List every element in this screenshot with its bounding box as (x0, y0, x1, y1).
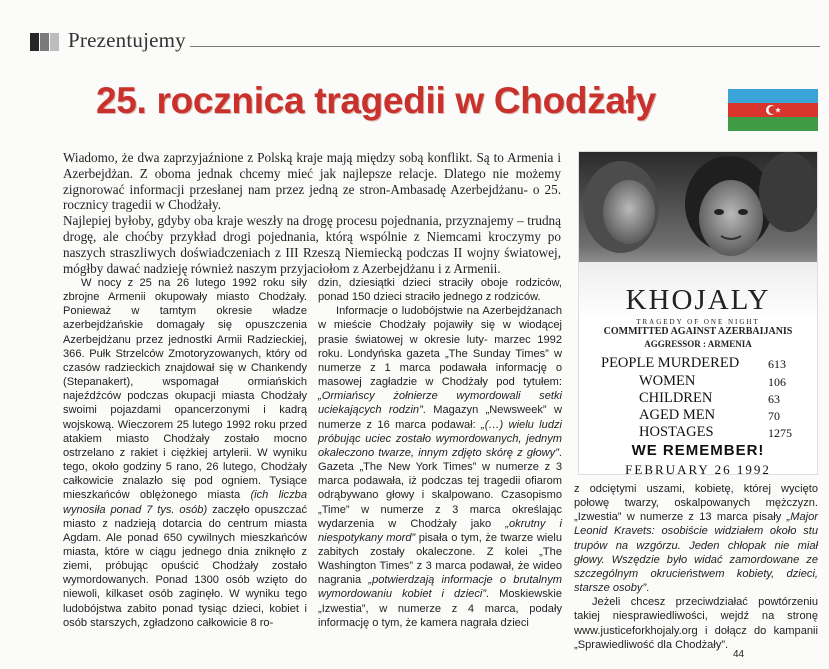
text-run: z odciętymi uszami, kobietę, której wycięto połowę twarzy, oskalpowanych mężczyzn. „Izwestia” w numerze z 13 marca pisały (574, 483, 818, 524)
text-run: zaczęło opuszczać miasto z nadzieją dotarcia do centrum miasta Agdam. Ale ponad 650 cywilnych mieszkańców miasta, które w ciągu jednego dnia zniknęło z ziemi, próbując opuścić Chodżały zostało wymordowanych. Ponad 1300 osób wzięto do niewoli, kilkaset osób zaginęło. W wyniku tego ludobójstwa zabito ponad tysiąc dzieci, kobiet i osób starszych, zgładzono całkowicie 8 ro- (63, 503, 307, 629)
column-3-paragraph-2: Jeżeli chcesz przeciwdziałać powtórzeniu takiej niesprawiedliwości, wejdź na stronę www.justiceforkhojaly.org i dołącz do kampanii „Sprawiedliwość dla Chodżały”. (574, 596, 818, 651)
article-column-2 (318, 276, 562, 630)
page-number: 44 (733, 649, 745, 660)
stat-value: 63 (768, 392, 780, 406)
poster-stat-row (639, 407, 780, 424)
section-marker-block-dark (30, 33, 39, 51)
text-run: W nocy z 25 na 26 lutego 1992 roku siły zbrojne Armenii okupowały miasto Chodżały. Ponieważ w tamtym okresie władze azerbejdżańskie domagały się opuszczenia Azerbejdżanu przez jednostki Armii Radzieckiej, 366. Pułk Strzelców Zmotoryzowanych, który od czasów radzieckich znajdował się w Chankendy (Stepanakert), wspomagał ormiańskich najeźdźców podczas okupacji miasta Chodżały swoimi pojazdami opancerzonymi i kadrą wojskową. Wieczorem 25 lutego 1992 roku przed atakiem miasto Chodżały zostało mocno ostrzelano z rakiet i ciężkiej artylerii. W wyniku tego, około godziny 5 rano, 26 lutego, Chodżały całkowicie znalazło się pod ogniem. Tysiące mieszkańców oblężonego miasta (63, 277, 307, 502)
article-lead (63, 150, 561, 276)
khojaly-poster (578, 151, 818, 475)
stat-value: 1275 (768, 426, 792, 440)
poster-stat-row (639, 390, 780, 407)
poster-stat-row (601, 355, 786, 372)
poster-subtitle: TRAGEDY OF ONE NIGHT (636, 318, 760, 326)
lead-paragraph-2: Najlepiej byłoby, gdyby oba kraje weszły na drogę procesu pojednania, przyznajemy – trudną drogę, ale choćby przykład drogi pojednania, którą wspólnie z Niemcami kroczymy po naszych straszliwych doświadczeniach z III Rzeszą Niemiecką podczas II wojny światowej, mógłby dawać nadzieję również naszym przyjaciołom z Azerbejdżanu i z Armenii. (63, 213, 561, 276)
flag-stripe-red (728, 103, 818, 117)
azerbaijan-flag-icon (728, 89, 818, 131)
poster-committed: COMMITTED AGAINST AZERBAIJANIS (603, 326, 793, 337)
stat-label: WOMEN (639, 373, 696, 389)
poster-remember: WE REMEMBER! (631, 442, 765, 459)
poster-stat-row (639, 373, 786, 390)
column-3-paragraph-1 (574, 482, 818, 595)
flag-stripe-blue (728, 89, 818, 103)
text-run-italic: „Ormiańscy żołnierze wymordowali setki uciekających rodzin” (318, 390, 562, 417)
stat-label: CHILDREN (639, 390, 713, 406)
poster-title: KHOJALY (625, 284, 771, 316)
column-1-paragraph (63, 276, 307, 630)
section-marker (30, 33, 62, 51)
text-run: . Gazeta „The New York Times” w numerze z 3 marca podawała, iż podczas tej tragedii ofiarom odrąbywano głowy i skalpowano. Czasopismo „Time” w numerze z 3 marca określając wydarzenia w Chodżały jako (318, 446, 562, 530)
text-run-italic: „okrutny i niespotykany mord” (318, 517, 562, 544)
stat-label: AGED MEN (639, 407, 716, 423)
text-run-italic: „potwierdzają informacje o brutalnym wymordowaniu kobiet i dzieci” (318, 574, 562, 601)
text-run-italic: (ich liczba wynosiła ponad 7 tys. osób) (63, 489, 307, 516)
stat-value: 70 (768, 409, 780, 423)
lead-paragraph-1: Wiadomo, że dwa zaprzyjaźnione z Polską kraje mają między sobą konflikt. Są to Armenia i Azerbejdżan. Z oboma jednak chcemy mieć jak najlepsze relacje. Dlatego nie możemy zignorować informacji przesłanej nam przez jedną ze stron-Ambasadę Azerbejdżanu- o 25. rocznicy tragedii w Chodżały. (63, 150, 561, 213)
text-run: Informacje o ludobójstwie na Azerbejdżanach w mieście Chodżały pojawiły się w wiodącej prasie światowej w okresie luty- marzec 1992 roku. Londyńska gazeta „The Sunday Times” w numerze z 1 marca podawała informację o masowej zagładzie w Chodżały pod tytułem: (318, 305, 562, 389)
text-run-italic: „(…) wielu ludzi próbując uciec zostało wymordowanych, jednym okaleczono twarze, innym zdjęto skórę z głowy” (318, 418, 562, 459)
text-run: pisała o tym, że twarze wielu zabitych zostały okaleczone. Z kolei „The Washington Times” z 3 marca podawał, że wideo nagrania (318, 531, 562, 587)
stat-value: 613 (768, 357, 786, 371)
section-label: Prezentujemy (68, 28, 186, 52)
text-run: . (646, 582, 650, 595)
flag-stripe-green (728, 117, 818, 131)
column-2-paragraph-2 (318, 304, 562, 630)
stat-label: HOSTAGES (639, 424, 714, 440)
poster-stat-row (639, 424, 792, 441)
article-column-1 (63, 276, 307, 630)
article-column-3 (574, 482, 818, 652)
text-run: . Magazyn „Newsweek” w numerze z 16 marca podawał: (318, 404, 562, 431)
crescent-star-icon (728, 103, 818, 117)
column-2-paragraph-1: dzin, dziesiątki dzieci straciły oboje rodziców, ponad 150 dzieci straciło jednego z rodziców. (318, 277, 562, 304)
text-run-italic: „Major Leonid Kravets: osobiście widziałem około stu trupów na wzgórzu. Jeden chłopak nie miał głowy. Wszędzie było widać zamordowane ze szczególnym okrucieństwem kobiety, dzieci, starsze osoby” (574, 511, 818, 595)
article-title: 25. rocznica tragedii w Chodżały (96, 80, 656, 121)
poster-aggressor: AGGRESSOR : ARMENIA (644, 339, 752, 349)
section-marker-block-mid (40, 33, 49, 51)
stat-value: 106 (768, 375, 786, 389)
text-run: . Moskiewskie „Izwestia”, w numerze z 4 marca, podały informację o tym, że kamera nagrała dzieci (318, 588, 562, 629)
section-rule (190, 46, 820, 47)
poster-date: FEBRUARY 26 1992 (625, 462, 771, 475)
section-marker-block-light (50, 33, 59, 51)
stat-label: PEOPLE MURDERED (601, 355, 740, 371)
